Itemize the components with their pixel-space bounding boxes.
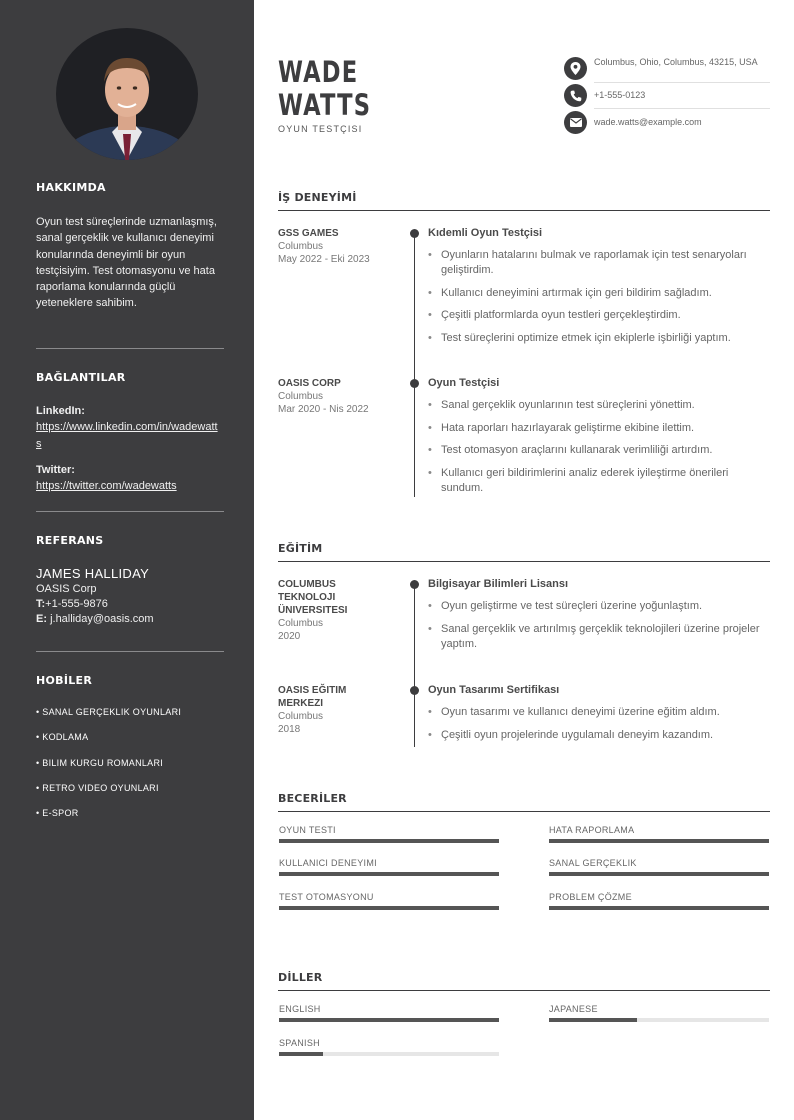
experience-heading: İŞ DENEYİMİ [278,191,357,204]
reference-name: JAMES HALLIDAY [36,566,150,581]
list-item: • Kullanıcı geri bildirimlerini analiz ederek iyileştirme önerileri sundum. [428,466,772,496]
skill-name: HATA RAPORLAMA [549,825,635,835]
degree-title: Oyun Tasarımı Sertifikası [428,684,560,696]
list-item: • Çeşitli oyun projelerinde uygulamalı deneyim kazandım. [428,728,772,743]
skill-name: TEST OTOMASYONU [279,892,374,902]
language-bar [549,1018,769,1022]
link-label: Twitter: [36,464,75,476]
list-item: • BILIM KURGU ROMANLARI [36,758,181,783]
full-name [278,56,371,122]
reference-phone-value: +1-555-9876 [45,598,108,611]
list-item: • Sanal gerçeklik ve artırılmış gerçeklik teknolojileri üzerine projeler yaptım. [428,622,772,652]
company-name: GSS GAMES [278,228,339,239]
list-item: • SANAL GERÇEKLIK OYUNLARI [36,707,181,732]
email-label: E: [36,613,47,626]
links-heading: BAĞLANTILAR [36,371,126,384]
list-item: • RETRO VIDEO OYUNLARI [36,783,181,808]
skill-name: OYUN TESTI [279,825,336,835]
reference-company: OASIS Corp [36,583,97,596]
experience-details [428,227,772,353]
list-item: • Oyunların hatalarını bulmak ve raporlamak için test senaryoları geliştirdim. [428,248,772,278]
list-item: • E-SPOR [36,808,181,833]
location: Columbus [278,391,324,402]
education-heading: EĞİTİM [278,542,323,555]
role-title: Kıdemli Oyun Testçisi [428,227,543,239]
skill-item [549,892,769,902]
language-item [549,1004,769,1014]
dates: May 2022 - Eki 2023 [278,254,370,265]
language-item [279,1038,499,1048]
timeline-line [414,584,415,747]
list-item: • Sanal gerçeklik oyunlarının test süreçlerini yönettim. [428,398,772,413]
first-name: WADE [278,55,359,89]
education-details [428,578,772,659]
about-text: Oyun test süreçlerinde uzmanlaşmış, sanal gerçeklik ve kullanıcı deneyimi konularında deneyimli bir oyun testçisiyim. Test otomasyonu ve hata raporlama konularında güçlü yeteneklere sahibim. [36,216,217,310]
phone-label: T: [36,598,46,611]
twitter-link[interactable]: https://twitter.com/wadewatts [36,480,177,493]
skill-item [279,858,499,868]
list-item: • Test otomasyon araçlarını kullanarak verimliliği artırdım. [428,443,772,458]
job-title: OYUN TESTÇISI [278,124,363,134]
education-details [428,684,772,750]
skill-bar-fill [279,872,499,876]
language-bar [279,1052,499,1056]
skill-bar-fill [279,839,499,843]
location: Columbus [278,711,324,722]
sidebar [0,0,254,1120]
map-pin-icon [564,57,587,80]
divider [594,108,770,109]
envelope-icon [564,111,587,134]
skill-bar-fill [549,872,769,876]
school-name: COLUMBUS TEKNOLOJI ÜNIVERSITESI [278,579,348,616]
skill-bar [279,839,499,843]
list-item: • KODLAMA [36,732,181,757]
section-rule [278,990,770,991]
last-name: WATTS [278,88,372,122]
skill-bar [549,839,769,843]
languages-heading: DİLLER [278,971,323,984]
skill-name: PROBLEM ÇÖZME [549,892,632,902]
skill-bar-fill [549,839,769,843]
company-name: OASIS CORP [278,378,341,389]
link-label: LinkedIn: [36,405,85,417]
education-meta [278,684,378,736]
language-bar-fill [279,1052,323,1056]
list-item: • Hata raporları hazırlayarak geliştirme ekibine ilettim. [428,421,772,436]
skill-name: SANAL GERÇEKLIK [549,858,637,868]
skill-item [549,858,769,868]
reference-block [36,566,222,627]
skill-name: KULLANICI DENEYIMI [279,858,377,868]
language-bar-fill [279,1018,499,1022]
hobby-list [36,707,181,833]
timeline-dot [410,686,419,695]
email-text: wade.watts@example.com [594,117,702,127]
bullet-list [428,599,772,652]
timeline-line [414,234,415,497]
reference-email-value: j.halliday@oasis.com [50,613,154,626]
link-twitter [36,462,222,495]
skill-bar-fill [549,906,769,910]
language-name: SPANISH [279,1038,320,1048]
skill-bar [549,872,769,876]
education-meta [278,578,378,643]
about-heading: HAKKIMDA [36,181,106,194]
profile-photo [56,28,198,160]
bullet-list [428,248,772,346]
skill-bar [279,906,499,910]
dates: 2020 [278,631,301,642]
timeline-dot [410,580,419,589]
list-item: • Çeşitli platformlarda oyun testleri gerçekleştirdim. [428,308,772,323]
language-bar-fill [549,1018,637,1022]
dates: 2018 [278,724,301,735]
phone-text: +1-555-0123 [594,90,646,100]
bullet-list [428,398,772,496]
skills-heading: BECERİLER [278,792,347,805]
divider [594,82,770,83]
language-name: ENGLISH [279,1004,321,1014]
phone-icon [564,84,587,107]
experience-meta [278,377,398,416]
language-bar [279,1018,499,1022]
hobbies-heading: HOBİLER [36,674,93,687]
language-item [279,1004,499,1014]
section-rule [278,561,770,562]
section-rule [278,210,770,211]
skill-bar-fill [279,906,499,910]
role-title: Oyun Testçisi [428,377,500,389]
skill-bar [549,906,769,910]
list-item: • Kullanıcı deneyimini artırmak için geri bildirim sağladım. [428,286,772,301]
link-linkedin [36,403,222,452]
degree-title: Bilgisayar Bilimleri Lisansı [428,578,569,590]
divider [36,651,224,652]
skill-item [279,892,499,902]
list-item: • Oyun geliştirme ve test süreçleri üzerine yoğunlaştım. [428,599,772,614]
location: Columbus [278,618,324,629]
location: Columbus [278,241,324,252]
section-rule [278,811,770,812]
timeline-dot [410,229,419,238]
address-text: Columbus, Ohio, Columbus, 43215, USA [594,57,758,67]
dates: Mar 2020 - Nis 2022 [278,404,369,415]
skill-item [549,825,769,835]
skill-item [279,825,499,835]
reference-phone [36,597,222,612]
list-item: • Oyun tasarımı ve kullanıcı deneyimi üzerine eğitim aldım. [428,705,772,720]
linkedin-link[interactable]: https://www.linkedin.com/in/wadewatts [36,421,218,450]
school-name: OASIS EĞITIM MERKEZI [278,685,347,709]
reference-heading: REFERANS [36,534,104,547]
timeline-dot [410,379,419,388]
divider [36,348,224,349]
bullet-list [428,705,772,743]
list-item: • Test süreçlerini optimize etmek için ekiplerle işbirliği yaptım. [428,331,772,346]
reference-email [36,612,222,627]
experience-details [428,377,772,503]
skill-bar [279,872,499,876]
experience-meta [278,227,398,266]
divider [36,511,224,512]
language-name: JAPANESE [549,1004,598,1014]
